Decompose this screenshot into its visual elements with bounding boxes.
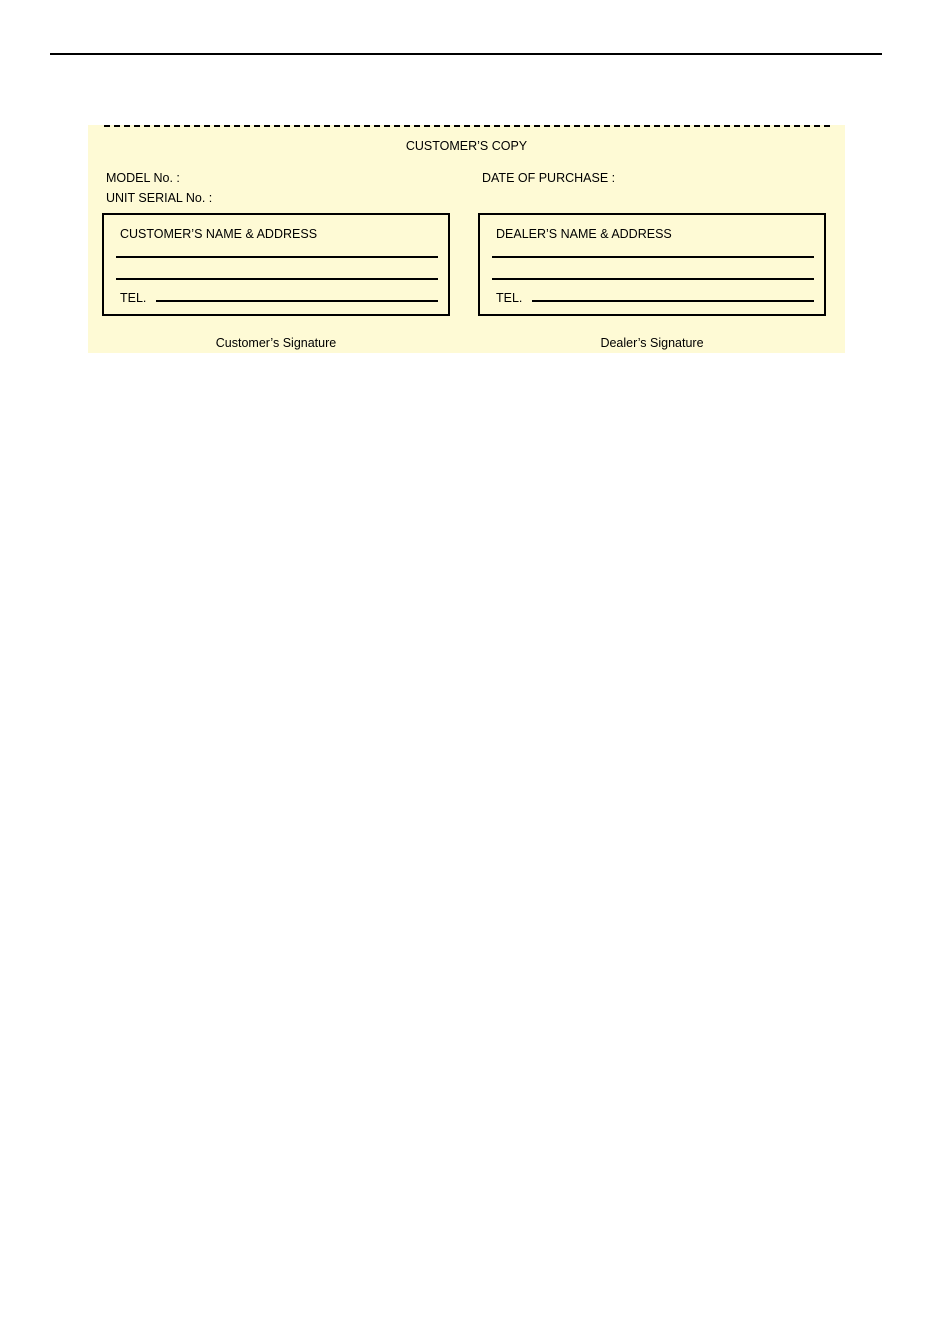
page-header-rule <box>50 53 882 55</box>
model-number-label: MODEL No. : <box>106 171 180 185</box>
unit-serial-label: UNIT SERIAL No. : <box>106 191 213 205</box>
customer-copy-card <box>88 125 845 353</box>
dealer-name-address-box <box>478 213 826 316</box>
dealer-tel-label: TEL. <box>496 291 523 305</box>
customer-name-address-box <box>102 213 450 316</box>
customer-tel-label: TEL. <box>120 291 147 305</box>
customer-tel-line <box>156 300 438 302</box>
dealer-address-line <box>492 256 814 258</box>
cut-line <box>104 125 830 127</box>
copy-title: CUSTOMER’S COPY <box>405 139 528 153</box>
customer-box-heading: CUSTOMER’S NAME & ADDRESS <box>120 227 318 241</box>
customer-address-line <box>116 256 438 258</box>
dealer-address-line <box>492 278 814 280</box>
customer-signature-label: Customer’s Signature <box>215 336 337 350</box>
dealer-box-heading: DEALER’S NAME & ADDRESS <box>496 227 672 241</box>
date-of-purchase-label: DATE OF PURCHASE : <box>482 171 616 185</box>
dealer-tel-line <box>532 300 814 302</box>
customer-address-line <box>116 278 438 280</box>
dealer-signature-label: Dealer’s Signature <box>600 336 704 350</box>
